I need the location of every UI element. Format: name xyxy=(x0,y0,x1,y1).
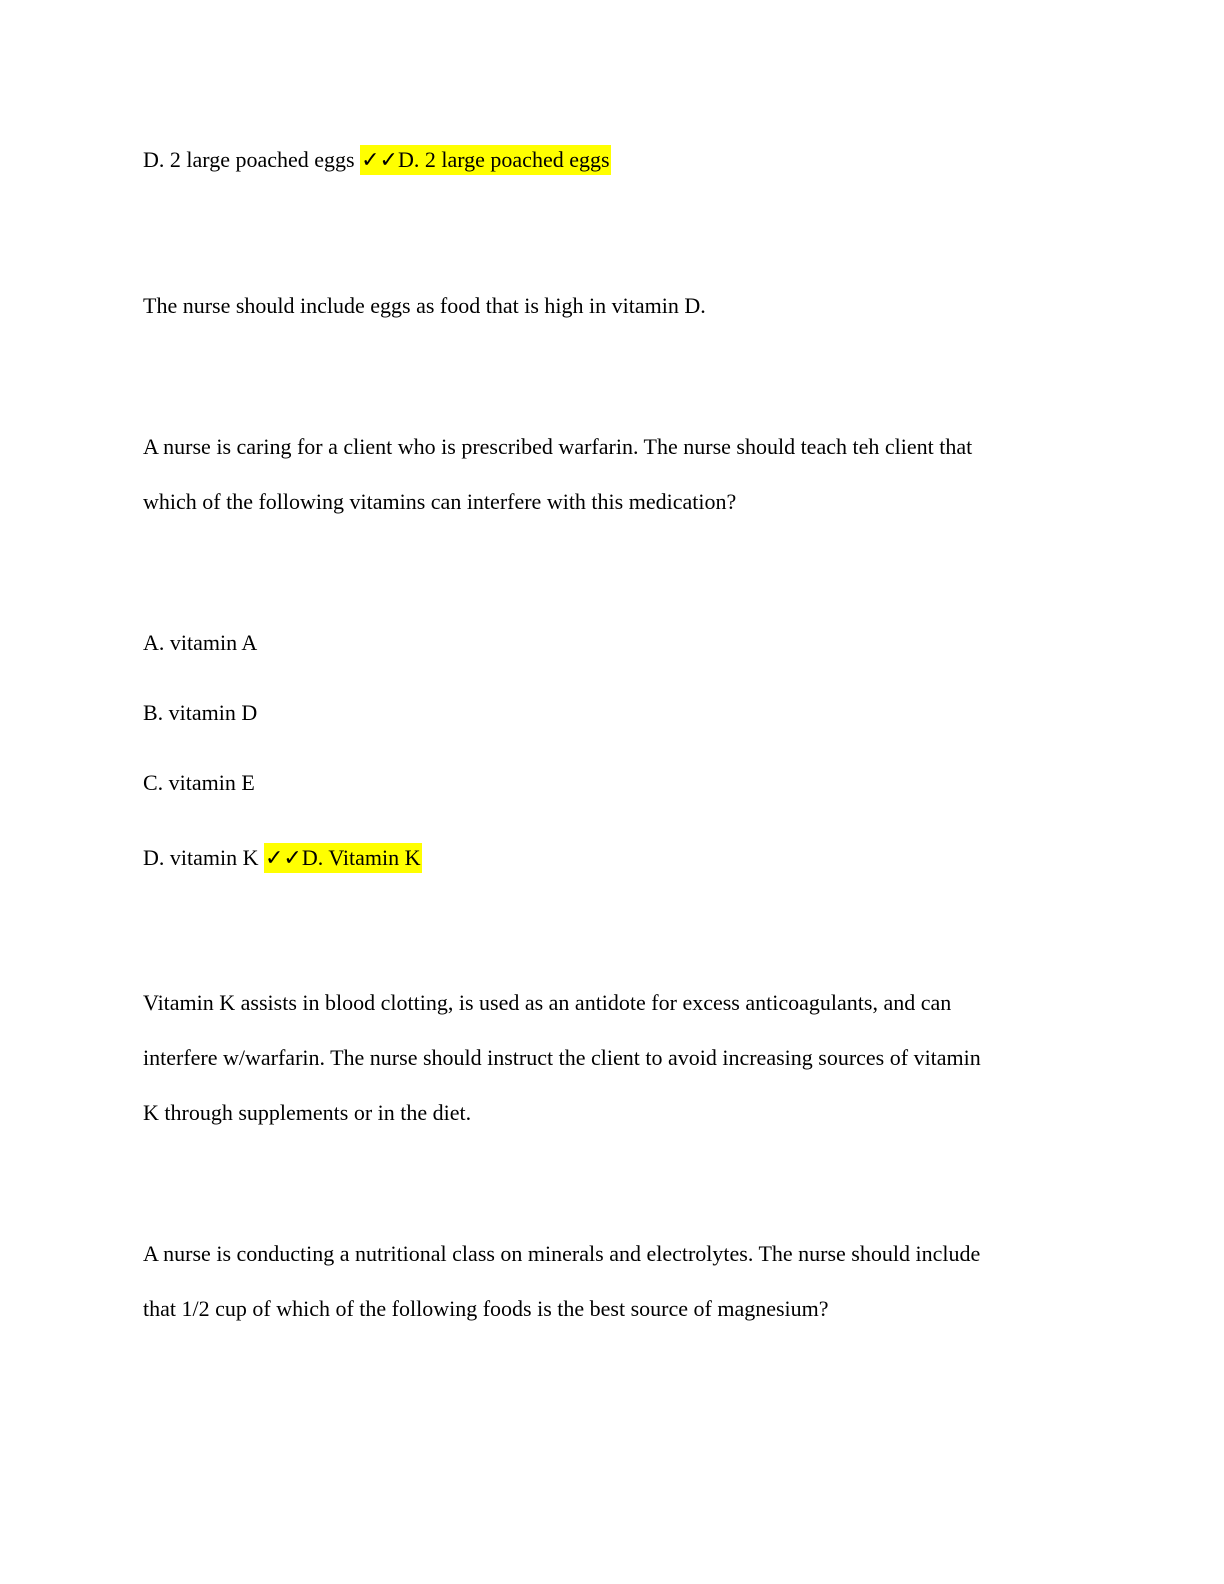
answer-line-eggs xyxy=(143,146,611,175)
correct-answer-text: D. Vitamin K xyxy=(301,845,421,870)
rationale-vitamin-k-line2: interfere w/warfarin. The nurse should instruct the client to avoid increasing sources of vitamin xyxy=(143,1045,981,1070)
option-a: A. vitamin A xyxy=(143,630,258,655)
rationale-eggs: The nurse should include eggs as food that is high in vitamin D. xyxy=(143,293,706,318)
question-warfarin-line1: A nurse is caring for a client who is prescribed warfarin. The nurse should teach teh client that xyxy=(143,434,973,459)
question-magnesium-line1: A nurse is conducting a nutritional class on minerals and electrolytes. The nurse should include xyxy=(143,1241,981,1266)
answer-text: D. 2 large poached eggs xyxy=(143,147,361,172)
option-d xyxy=(143,844,422,873)
option-b: B. vitamin D xyxy=(143,700,258,725)
correct-answer-text: D. 2 large poached eggs xyxy=(397,147,610,172)
option-c: C. vitamin E xyxy=(143,770,255,795)
correct-answer-highlight xyxy=(360,145,610,175)
rationale-vitamin-k-line1: Vitamin K assists in blood clotting, is used as an antidote for excess anticoagulants, and can xyxy=(143,990,952,1015)
rationale-vitamin-k-line3: K through supplements or in the diet. xyxy=(143,1100,472,1125)
correct-answer-highlight xyxy=(264,843,422,873)
question-magnesium-line2: that 1/2 cup of which of the following foods is the best source of magnesium? xyxy=(143,1296,829,1321)
double-check-icon: ✓✓ xyxy=(361,148,398,173)
double-check-icon: ✓✓ xyxy=(265,846,302,871)
question-warfarin-line2: which of the following vitamins can interfere with this medication? xyxy=(143,489,737,514)
option-d-text: D. vitamin K xyxy=(143,845,264,870)
